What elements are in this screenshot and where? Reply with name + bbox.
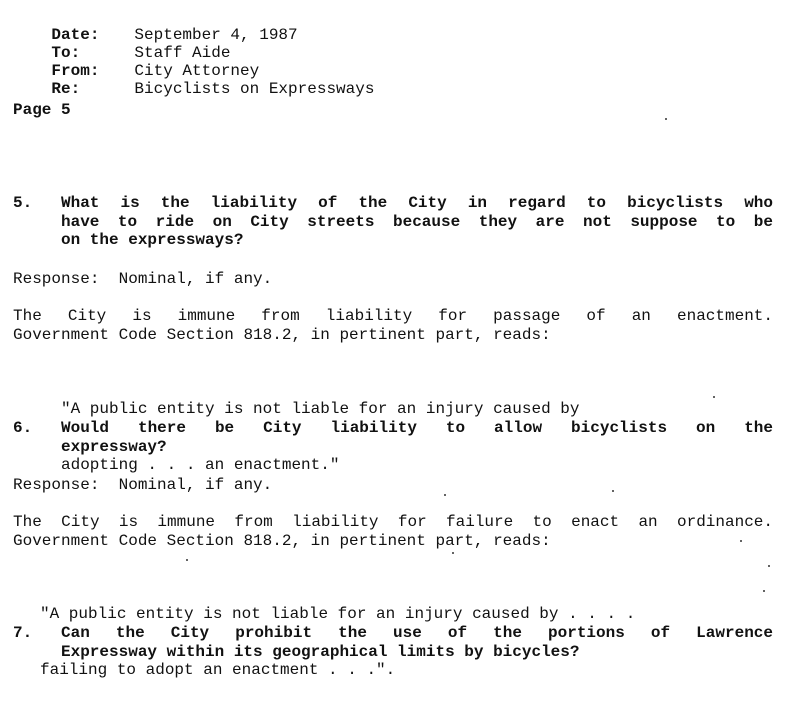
scan-speck [612, 490, 614, 492]
q5-line3: on the expressways? [61, 231, 244, 249]
q5-line1: What is the liability of the City in regard to bicyclists who [61, 194, 773, 212]
q5-paragraph [13, 307, 773, 344]
from-value: City Attorney [134, 62, 260, 80]
scan-speck [452, 552, 454, 554]
q5-quote-line1: "A public entity is not liable for an injury caused by [61, 400, 580, 418]
scan-speck [763, 590, 765, 592]
q5-response: Response: Nominal, if any. [13, 270, 273, 288]
q7-number: 7. [13, 624, 33, 642]
to-label: To: [51, 44, 81, 62]
q7-question [61, 624, 773, 661]
to-value: Staff Aide [134, 44, 231, 62]
q6-para-line2: Government Code Section 818.2, in pertinent part, reads: [13, 531, 551, 550]
q7-line2: Expressway within its geographical limits by bicycles? [61, 642, 580, 661]
q6-line1: Would there be City liability to allow bicyclists on the [61, 419, 773, 437]
q5-para-line1: The City is immune from liability for passage of an enactment. [13, 307, 773, 325]
q6-question [61, 419, 773, 456]
q5-number: 5. [13, 194, 33, 212]
scan-speck [740, 540, 742, 542]
scan-speck [186, 559, 188, 561]
scan-speck [713, 396, 715, 398]
page-number: Page 5 [13, 101, 71, 119]
scan-speck [444, 494, 446, 496]
re-label: Re: [51, 80, 81, 98]
from-label: From: [51, 62, 100, 80]
date-value: September 4, 1987 [134, 26, 298, 44]
q6-quote-line2: failing to adopt an enactment . . .". [40, 660, 396, 679]
q5-para-line2: Government Code Section 818.2, in pertinent part, reads: [13, 325, 551, 344]
q6-paragraph [13, 513, 773, 550]
q6-line2: expressway? [61, 437, 167, 456]
q6-para-line1: The City is immune from liability for failure to enact an ordinance. [13, 513, 773, 531]
q6-number: 6. [13, 419, 33, 437]
q5-quote-line2: adopting . . . an enactment." [61, 455, 340, 474]
q6-quote-line1: "A public entity is not liable for an injury caused by . . . . [40, 605, 636, 623]
scan-speck [768, 565, 770, 567]
scan-speck [665, 118, 667, 120]
q5-line2: have to ride on City streets because they are not suppose to be [61, 212, 773, 231]
q6-response: Response: Nominal, if any. [13, 476, 273, 494]
q7-line1: Can the City prohibit the use of the portions of Lawrence [61, 624, 773, 642]
q5-question [61, 194, 773, 250]
date-label: Date: [51, 26, 100, 44]
re-value: Bicyclists on Expressways [134, 80, 375, 98]
